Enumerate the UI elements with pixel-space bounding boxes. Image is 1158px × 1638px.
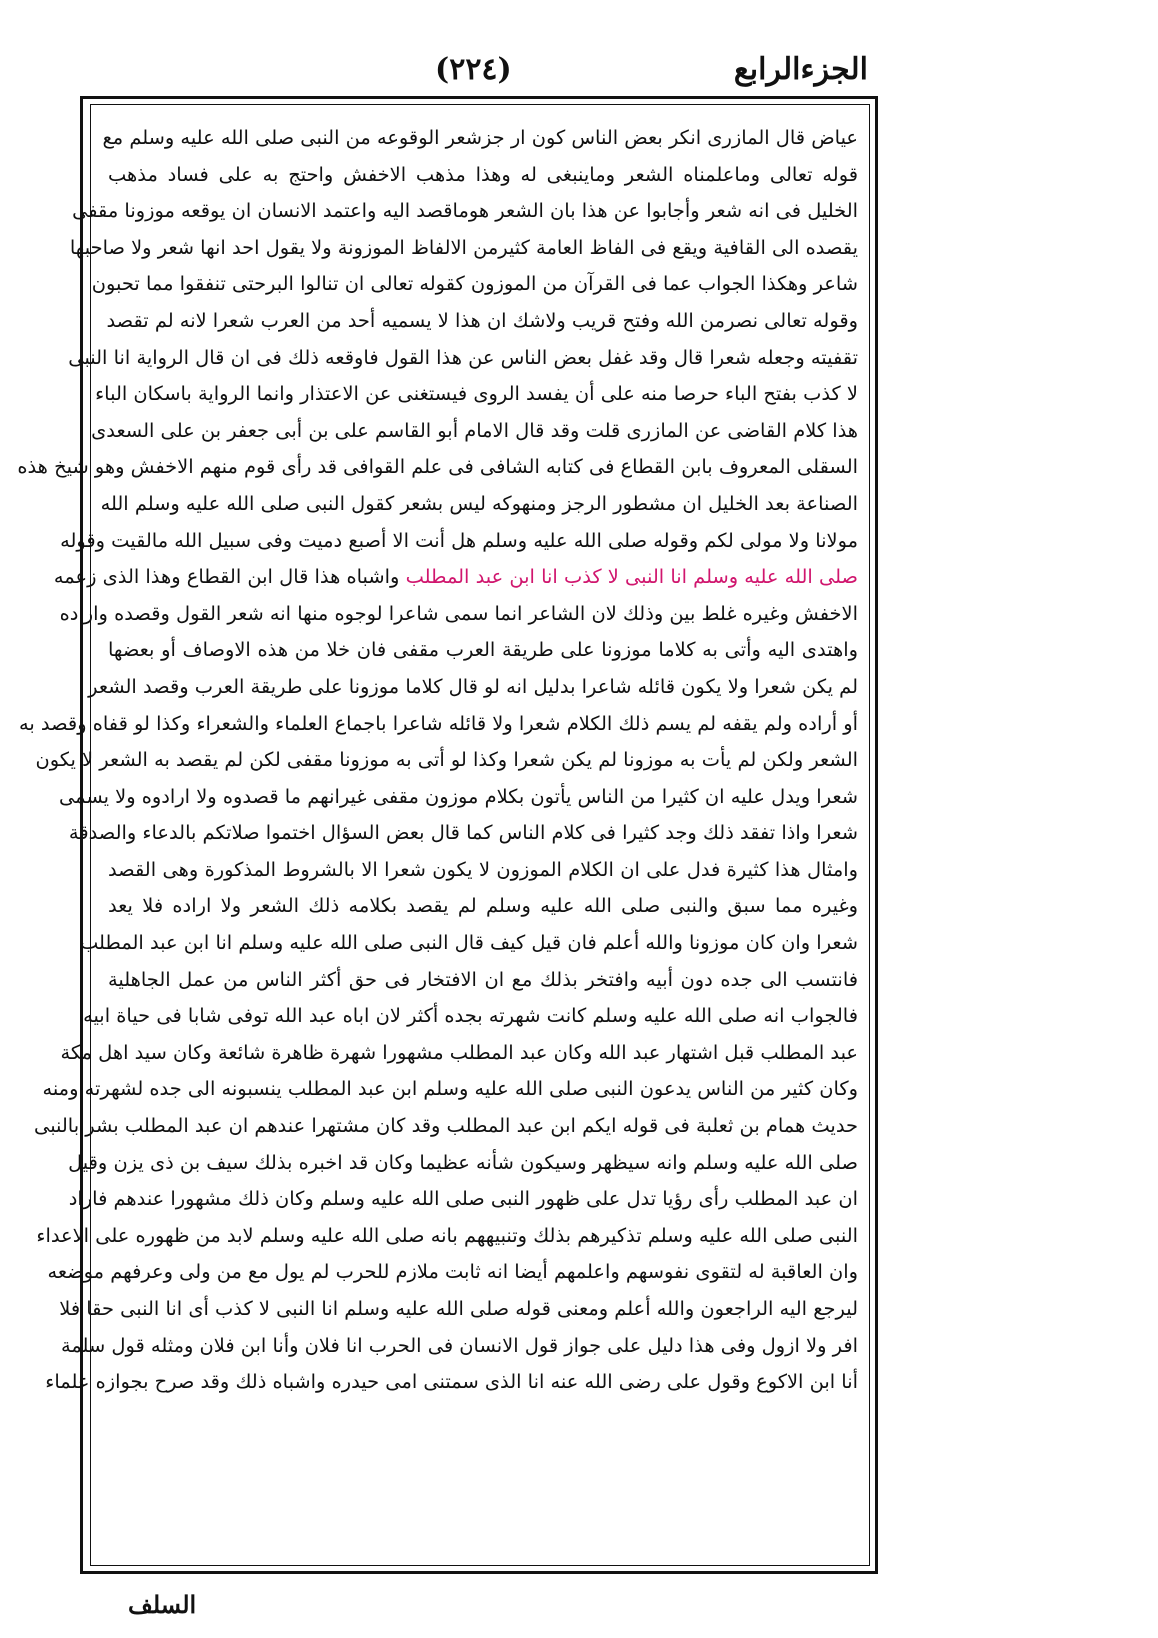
text-line: لا كذب بفتح الباء حرصا منه على أن يفسد الروى فيستغنى عن الاعتذار وانما الرواية باسكان الباء — [95, 382, 858, 406]
text-line: الصناعة بعد الخليل ان مشطور الرجز ومنهوكه ليس بشعر كقول النبى صلى الله عليه وسلم الله — [100, 491, 858, 515]
text-line: عياض قال المازرى انكر بعض الناس كون ار جزشعر الوقوعه من النبى صلى الله عليه وسلم مع — [102, 126, 858, 149]
highlighted-hadith: صلى الله عليه وسلم انا النبى لا كذب انا ابن عبد المطلب — [405, 565, 858, 589]
text-line: أنا ابن الاكوع وقول على رضى الله عنه انا الذى سمتنى امى حيدره واشباه ذلك وقد صرح بجوازه علماء — [45, 1370, 858, 1394]
text-line: وكان كثير من الناس يدعون النبى صلى الله عليه وسلم ابن عبد المطلب ينسبونه الى جده لشهرته ومنه — [42, 1077, 858, 1101]
highlighted-line-rest: واشباه هذا قال ابن القطاع وهذا الذى زعمه — [53, 565, 406, 589]
text-line: وقوله تعالى نصرمن الله وفتح قريب ولاشك ان هذا لا يسميه أحد من العرب شعرا لانه لم تقصد — [106, 308, 858, 332]
text-line: يقصده الى القافية ويقع فى الفاظ العامة كثيرمن الالفاظ الموزونة ولا يقول احد انها شعر ولا صاحبها — [69, 235, 858, 259]
text-line: شعرا وان كان موزونا والله أعلم فان قيل كيف قال النبى صلى الله عليه وسلم انا ابن عبد المطلب — [79, 931, 858, 955]
text-line: تقفيته وجعله شعرا قال وقد غفل بعض الناس عن هذا القول فاوقعه ذلك فى ان قال الرواية انا النبى — [68, 345, 858, 369]
text-line: شعرا واذا تفقد ذلك وجد كثيرا فى كلام الناس كما قال بعض السؤال اختموا صلاتكم بالدعاء والصدقة — [68, 821, 858, 845]
catchword: السلف — [128, 1590, 197, 1619]
main-text — [17, 120, 858, 1520]
text-line: أو أراده ولم يقفه لم يسم ذلك الكلام شعرا ولا قائله شاعرا باجماع العلماء والشعراء وكذا لو قفاه وقصد به — [18, 711, 858, 735]
text-line: فانتسب الى جده دون أبيه وافتخر بذلك مع ان الافتخار فى حق أكثر الناس من عمل الجاهلية — [108, 967, 858, 991]
text-line: وان العاقبة له لتقوى نفوسهم واعلمهم أيضا انه ثابت ملازم للحرب لم يول مع من ولى وعرفهم موضعه — [47, 1260, 858, 1284]
text-line: شاعر وهكذا الجواب عما فى القرآن من الموزون كقوله تعالى ان تنالوا البرحتى تنفقوا مما تحبون — [91, 272, 858, 296]
text-line: قوله تعالى وماعلمناه الشعر وماينبغى له وهذا مذهب الاخفش واحتج به على فساد مذهب — [108, 162, 858, 186]
text-line: صلى الله عليه وسلم وانه سيظهر وسيكون شأنه عظيما وكان قد اخبره بذلك سيف بن ذى يزن وقيل — [68, 1150, 858, 1174]
text-line: حديث همام بن ثعلبة فى قوله ايكم ابن عبد المطلب وقد كان مشتهرا عندهم ان عبد المطلب بشر بالنبى — [34, 1114, 858, 1138]
text-line: مولانا ولا مولى لكم وقوله صلى الله عليه وسلم هل أنت الا أصبع دميت وفى سبيل الله مالقيت وقوله — [60, 528, 858, 552]
text-line: الخليل فى انه شعر وأجابوا عن هذا بان الشعر هوماقصد اليه واعتمد الانسان ان يوقعه موزونا مقفى — [72, 199, 858, 223]
text-line: افر ولا ازول وفى هذا دليل على جواز قول الانسان فى الحرب انا فلان وأنا ابن فلان ومثله قول سلمة — [60, 1333, 858, 1357]
page-header — [0, 44, 1158, 94]
page-number: (٢٢٤) — [435, 52, 512, 87]
text-line: ان عبد المطلب رأى رؤيا تدل على ظهور النبى صلى الله عليه وسلم وكان ذلك مشهورا عندهم فاراد — [68, 1187, 858, 1211]
text-line: وغيره مما سبق والنبى صلى الله عليه وسلم لم يقصد بكلامه ذلك الشعر ولا اراده فلا يعد — [108, 894, 858, 918]
highlighted-line — [53, 559, 858, 596]
text-line: وامثال هذا كثيرة فدل على ان الكلام الموزون لا يكون شعرا الا بالشروط المذكورة وهى القصد — [108, 857, 858, 881]
text-line: السقلى المعروف بابن القطاع فى كتابه الشافى فى علم القوافى قد رأى قوم منهم الاخفش وهو شيخ هذه — [17, 455, 858, 479]
text-line: لم يكن شعرا ولا يكون قائله شاعرا بدليل انه لو قال كلاما موزونا على طريقة العرب وقصد الشعر — [88, 674, 858, 698]
text-line: عبد المطلب قبل اشتهار عبد الله وكان عبد المطلب مشهورا شهرة ظاهرة شائعة وكان سيد اهل مكة — [60, 1040, 858, 1064]
text-line: شعرا ويدل عليه ان كثيرا من الناس يأتون بكلام موزون مقفى غيرانهم ما قصدوه ولا ارادوه ولا يسمى — [58, 784, 858, 808]
text-line: واهتدى اليه وأتى به كلاما موزونا على طريقة العرب مقفى فان خلا من هذه الاوصاف أو بعضها — [108, 638, 858, 662]
part-title: الجزءالرابع — [733, 52, 868, 87]
text-line: هذا كلام القاضى عن المازرى قلت وقد قال الامام أبو القاسم على بن أبى جعفر بن على السعدى — [91, 418, 858, 442]
text-line: فالجواب انه صلى الله عليه وسلم كانت شهرته بجده أكثر لان اباه عبد الله توفى شابا فى حياة ابيه — [83, 1004, 858, 1028]
text-line: الشعر ولكن لم يأت به موزونا لم يكن شعرا وكذا لو أتى به موزونا مقفى لكن لم يقصد به الشعر لا يكون — [35, 748, 858, 772]
text-line: ليرجع اليه الراجعون والله أعلم ومعنى قوله صلى الله عليه وسلم انا النبى لا كذب أى انا النبى حقا فلا — [59, 1297, 858, 1320]
text-line: النبى صلى الله عليه وسلم تذكيرهم بذلك وتنبيههم بانه صلى الله عليه وسلم لابد من ظهوره على الاعداء — [36, 1223, 858, 1247]
text-line: الاخفش وغيره غلط بين وذلك لان الشاعر انما سمى شاعرا لوجوه منها انه شعر القول وقصده واراده — [59, 601, 858, 625]
